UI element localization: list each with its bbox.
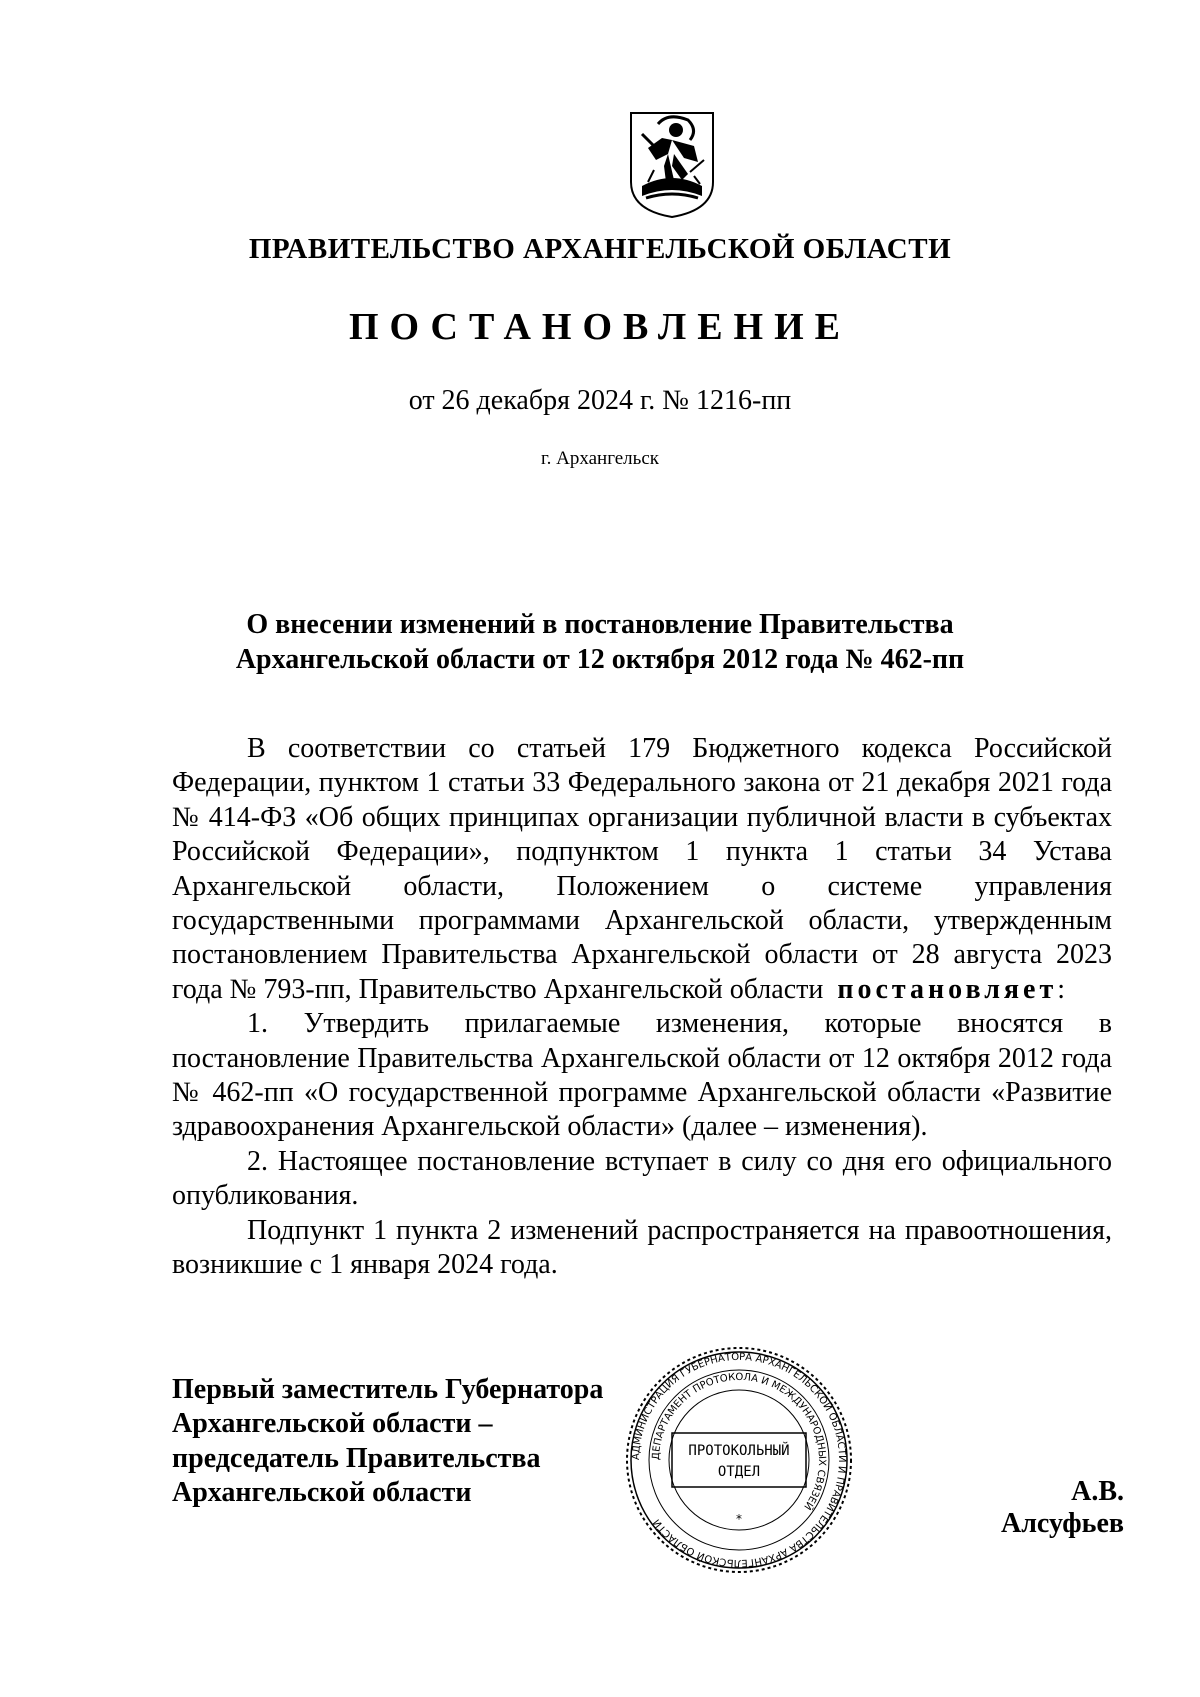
preamble-text: В соответствии со статьей 179 Бюджетного кодекса Российской Федерации, пунктом 1 статьи 33 Федерального закона от 21 декабря 2021 года № 414-ФЗ «Об общих принципах организации публичной власти в субъектах Российской Федерации», подпунктом 1 пункта 1 статьи 34 Устава Архангельской области, Положением о системе управления государственными программами Архангельской области, утвержденным постановлением Правительства Архангельской области от 28 августа 2023 года № 793-пп, Правительство Архангельской области <box>172 733 1112 1005</box>
signatory-title-line: Первый заместитель Губернатора <box>172 1374 604 1405</box>
document-date-number: от 26 декабря 2024 г. № 1216-пп <box>408 385 792 416</box>
official-stamp <box>624 1345 854 1575</box>
stamp-inner-text: ДЕПАРТАМЕНТ ПРОТОКОЛА И МЕЖДУНАРОДНЫХ СВЯЗЕЙ <box>650 1371 828 1512</box>
document-city: г. Архангельск <box>540 448 659 469</box>
document-subject <box>0 607 1200 677</box>
document-type: ПОСТАНОВЛЕНИЕ <box>348 306 852 348</box>
organization-title: ПРАВИТЕЛЬСТВО АРХАНГЕЛЬСКОЙ ОБЛАСТИ <box>248 233 952 265</box>
stamp-center-line: ПРОТОКОЛЬНЫЙ <box>688 1443 790 1459</box>
item-paragraph: 1. Утвердить прилагаемые изменения, которые вносятся в постановление Правительства Архангельской области от 12 октября 2012 года № 462-пп «О государственной программе Архангельской области «Развитие здравоохранения Архангельской области» (далее – изменения). <box>172 1008 1112 1143</box>
item-paragraph: Подпункт 1 пункта 2 изменений распространяется на правоотношения, возникшие с 1 января 2024 года. <box>172 1214 1112 1281</box>
item-paragraph: 2. Настоящее постановление вступает в силу со дня его официального опубликования. <box>172 1145 1112 1212</box>
signatory-title <box>172 1373 642 1510</box>
resolves-suffix: : <box>1057 973 1066 1005</box>
subject-line: Архангельской области от 12 октября 2012 года № 462-пп <box>235 644 965 675</box>
signatory-title-line: Архангельской области – <box>172 1408 493 1440</box>
svg-text:*: * <box>736 1512 742 1526</box>
stamp-center-line: ОТДЕЛ <box>717 1464 761 1480</box>
svg-text:АДМИНИСТРАЦИЯ ГУБЕРНАТОРА АРХА <box>631 1352 847 1568</box>
stamp-outer-text: АДМИНИСТРАЦИЯ ГУБЕРНАТОРА АРХАНГЕЛЬСКОЙ ОБЛАСТИ И ПРАВИТЕЛЬСТВА АРХАНГЕЛЬСКОЙ ОБЛАСТИ <box>630 1351 848 1569</box>
document-body <box>172 732 1112 1283</box>
signatory-title-line: председатель Правительства <box>172 1442 541 1474</box>
signatory-title-line: Архангельской области <box>172 1476 472 1508</box>
resolves-word: постановляет <box>837 973 1058 1005</box>
signatory-name: А.В. Алсуфьев <box>1000 1476 1124 1539</box>
preamble-paragraph <box>172 732 1112 1007</box>
coat-of-arms-icon <box>628 110 716 220</box>
subject-line: О внесении изменений в постановление Правительства <box>246 609 954 640</box>
